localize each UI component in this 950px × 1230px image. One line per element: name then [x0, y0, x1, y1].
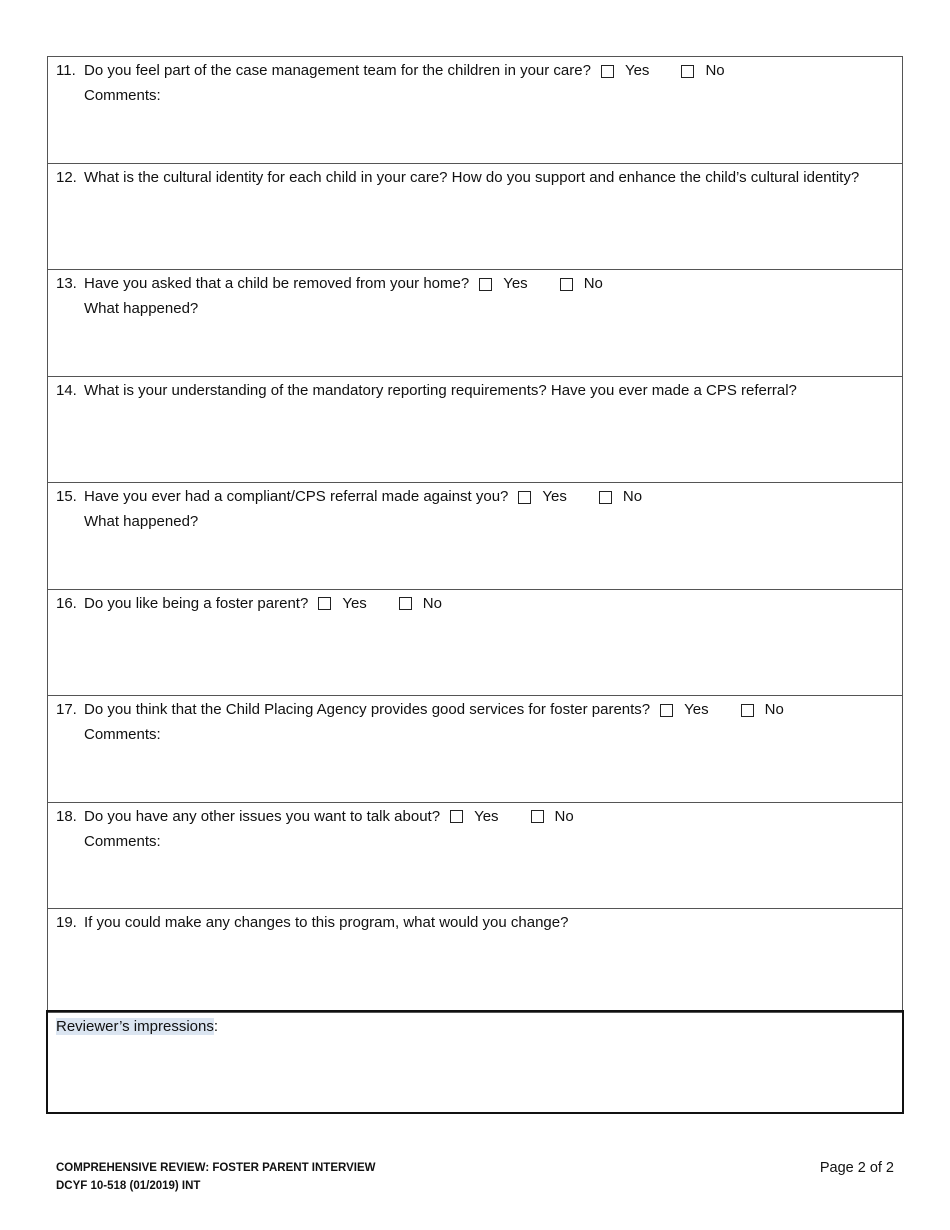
yes-checkbox[interactable]	[318, 597, 331, 610]
question-row-13	[48, 270, 902, 377]
footer-form-title: COMPREHENSIVE REVIEW: FOSTER PARENT INTERVIEW	[56, 1162, 376, 1174]
question-text: Do you have any other issues you want to talk about?	[84, 807, 441, 825]
footer-form-code: DCYF 10-518 (01/2019) INT	[56, 1180, 201, 1192]
question-row-17	[48, 696, 902, 803]
question-number: 15.	[56, 488, 77, 505]
yes-checkbox[interactable]	[660, 704, 673, 717]
yes-label: Yes	[684, 701, 709, 718]
question-row-19	[48, 909, 902, 1012]
question-text: What is your understanding of the mandatory reporting requirements? Have you ever made a CPS referral?	[84, 381, 797, 399]
no-label: No	[422, 594, 442, 612]
no-label: No	[583, 275, 603, 292]
question-text: If you could make any changes to this program, what would you change?	[84, 914, 569, 931]
page-number: Page 2 of 2	[819, 1160, 894, 1176]
question-number: 13.	[56, 275, 77, 292]
no-checkbox[interactable]	[599, 491, 612, 504]
comments-label: Comments:	[84, 832, 161, 850]
reviewer-impressions-label	[56, 1018, 218, 1035]
comments-label: Comments:	[84, 87, 161, 104]
yes-label: Yes	[503, 275, 528, 292]
question-number: 11.	[56, 62, 76, 79]
question-row-16	[48, 590, 902, 697]
question-number: 19.	[56, 914, 77, 931]
yes-label: Yes	[342, 594, 367, 612]
question-text: Do you like being a foster parent?	[84, 594, 309, 612]
question-text: What is the cultural identity for each child in your care? How do you support and enhance the child’s cultural identity?	[84, 168, 860, 186]
question-number: 18.	[56, 807, 77, 825]
question-number: 17.	[56, 701, 77, 718]
yes-label: Yes	[624, 62, 650, 79]
no-label: No	[764, 701, 784, 718]
comments-label: Comments:	[84, 726, 161, 743]
no-label: No	[705, 62, 725, 79]
question-row-14	[48, 377, 902, 484]
question-number: 12.	[56, 168, 77, 186]
question-text: Have you asked that a child be removed from your home?	[84, 275, 470, 292]
no-checkbox[interactable]	[560, 278, 573, 291]
reviewer-impressions-box[interactable]	[46, 1010, 904, 1114]
reviewer-impressions-text: Reviewer’s impressions	[56, 1018, 214, 1035]
no-checkbox[interactable]	[531, 810, 544, 823]
question-text: Do you think that the Child Placing Agency provides good services for foster parents?	[84, 701, 651, 718]
yes-checkbox[interactable]	[601, 65, 614, 78]
what-happened-label: What happened?	[84, 300, 199, 317]
yes-checkbox[interactable]	[450, 810, 463, 823]
yes-label: Yes	[474, 807, 499, 825]
yes-checkbox[interactable]	[479, 278, 492, 291]
question-row-15	[48, 483, 902, 590]
no-label: No	[554, 807, 574, 825]
no-checkbox[interactable]	[681, 65, 694, 78]
label-colon: :	[213, 1018, 219, 1035]
interview-questions-table	[47, 56, 903, 1013]
question-text: Have you ever had a compliant/CPS referral made against you?	[84, 488, 509, 505]
yes-label: Yes	[542, 488, 567, 505]
what-happened-label: What happened?	[84, 513, 199, 530]
no-checkbox[interactable]	[399, 597, 412, 610]
question-row-11	[48, 57, 902, 164]
question-text: Do you feel part of the case management team for the children in your care?	[84, 62, 591, 79]
no-label: No	[622, 488, 643, 505]
question-number: 14.	[56, 381, 77, 399]
question-row-18	[48, 803, 902, 910]
no-checkbox[interactable]	[741, 704, 754, 717]
yes-checkbox[interactable]	[518, 491, 531, 504]
question-row-12	[48, 164, 902, 271]
question-number: 16.	[56, 594, 77, 612]
